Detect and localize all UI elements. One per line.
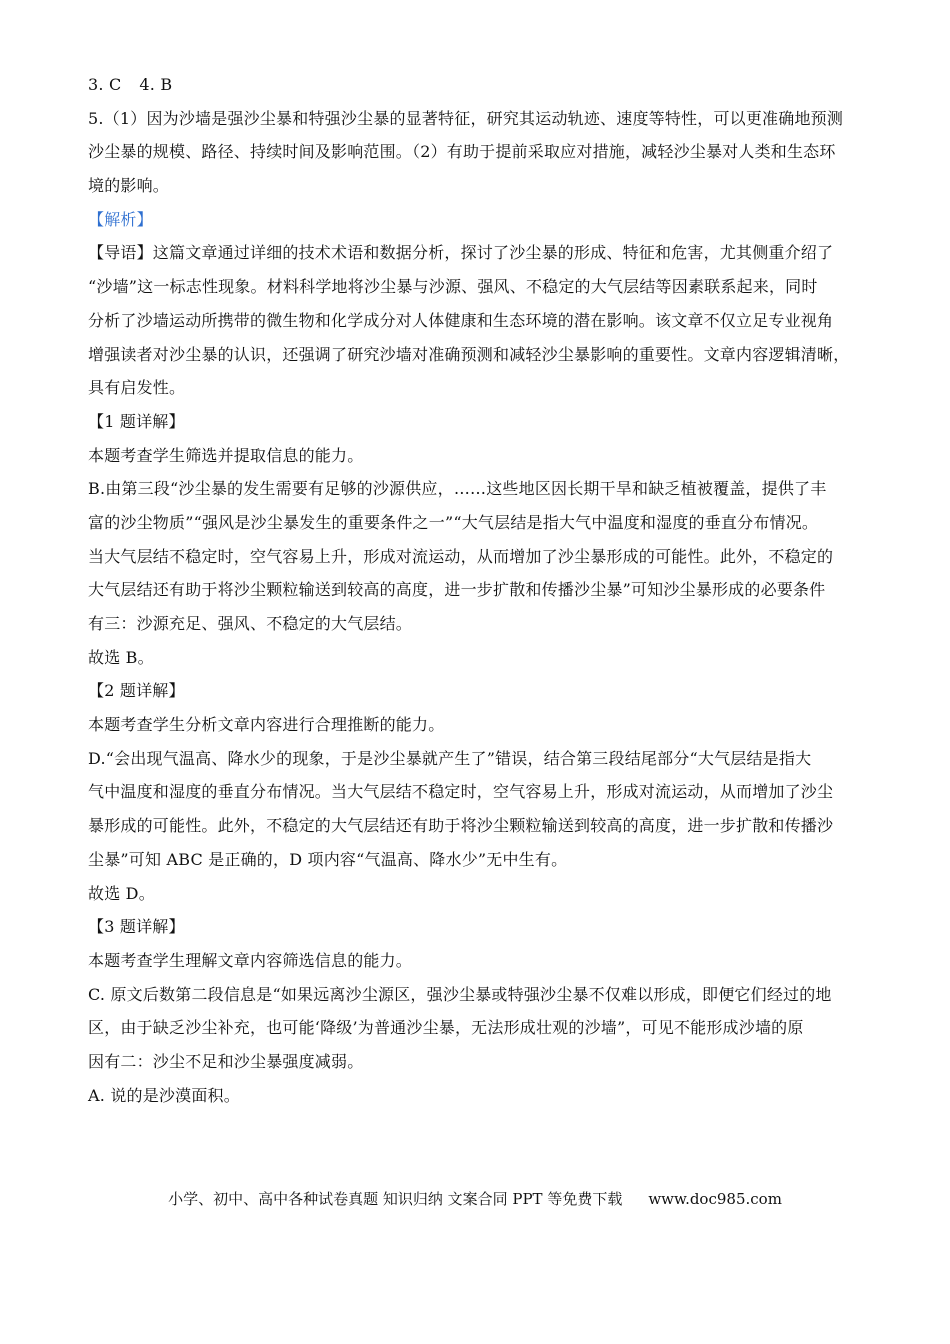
- q2-answer: 故选 D。: [88, 883, 155, 903]
- q2-line: 暴形成的可能性。此外，不稳定的大气层结还有助于将沙尘颗粒输送到较高的高度，进一步扩散和传播沙: [88, 816, 834, 836]
- intro-line: 具有启发性。: [88, 378, 186, 398]
- q3-line: C. 原文后数第二段信息是“如果远离沙尘源区，强沙尘暴或特强沙尘暴不仅难以形成，即便它们经过的地: [88, 984, 832, 1004]
- intro-line: 增强读者对沙尘暴的认识，还强调了研究沙墙对准确预测和减轻沙尘暴影响的重要性。文章内容逻辑清晰，: [88, 344, 850, 364]
- q5-answer-line: 沙尘暴的规模、路径、持续时间及影响范围。（2）有助于提前采取应对措施，减轻沙尘暴对人类和生态环: [88, 142, 836, 162]
- q3-line: 因有二：沙尘不足和沙尘暴强度减弱。: [88, 1051, 364, 1071]
- q1-answer: 故选 B。: [88, 647, 154, 667]
- q2-line: 本题考查学生分析文章内容进行合理推断的能力。: [88, 715, 445, 735]
- q1-line: 有三：沙源充足、强风、不稳定的大气层结。: [88, 614, 413, 633]
- q2-line: 尘暴”可知 ABC 是正确的，D 项内容“气温高、降水少”无中生有。: [88, 849, 568, 869]
- q1-line: 当大气层结不稳定时，空气容易上升，形成对流运动，从而增加了沙尘暴形成的可能性。此外，不稳定的: [88, 546, 834, 566]
- q3-heading: 【3 题详解】: [88, 917, 185, 937]
- answer-q4: 4. B: [139, 75, 173, 94]
- answer-q3: 3. C: [88, 75, 122, 94]
- footer-text: 小学、初中、高中各种试卷真题 知识归纳 文案合同 PPT 等免费下载: [168, 1190, 623, 1208]
- intro-line: “沙墙”这一标志性现象。材料科学地将沙尘暴与沙源、强风、不稳定的大气层结等因素联系起来，同时: [88, 277, 818, 297]
- q3-line: 本题考查学生理解文章内容筛选信息的能力。: [88, 950, 413, 970]
- q3-line: A. 说的是沙漠面积。: [88, 1085, 240, 1105]
- q1-line: 富的沙尘物质”“强风是沙尘暴发生的重要条件之一”“大气层结是指大气中温度和湿度的垂直分布情况。: [88, 512, 819, 532]
- page-content: [88, 74, 870, 1118]
- page-footer: [0, 1188, 950, 1210]
- intro-line: 【导语】这篇文章通过详细的技术术语和数据分析，探讨了沙尘暴的形成、特征和危害，尤其侧重介绍了: [88, 243, 834, 263]
- q5-answer-line: 5.（1）因为沙墙是强沙尘暴和特强沙尘暴的显著特征，研究其运动轨迹、速度等特性，可以更准确地预测: [88, 108, 844, 128]
- footer-url[interactable]: www.doc985.com: [648, 1190, 782, 1208]
- q1-line: 本题考查学生筛选并提取信息的能力。: [88, 445, 364, 465]
- intro-line: 分析了沙墙运动所携带的微生物和化学成分对人体健康和生态环境的潜在影响。该文章不仅立足专业视角: [88, 310, 834, 330]
- q1-heading: 【1 题详解】: [88, 411, 185, 431]
- analysis-heading: 【解析】: [88, 209, 153, 229]
- q5-answer-line: 境的影响。: [88, 176, 170, 196]
- q2-line: D.“会出现气温高、降水少的现象，于是沙尘暴就产生了”错误，结合第三段结尾部分“大气层结是指大: [88, 748, 812, 768]
- answer-line-3-4: [88, 74, 870, 96]
- q2-line: 气中温度和湿度的垂直分布情况。当大气层结不稳定时，空气容易上升，形成对流运动，从而增加了沙尘: [88, 782, 834, 802]
- q1-line: 大气层结还有助于将沙尘颗粒输送到较高的高度，进一步扩散和传播沙尘暴”可知沙尘暴形成的必要条件: [88, 580, 826, 600]
- q2-heading: 【2 题详解】: [88, 681, 185, 701]
- q3-line: 区，由于缺乏沙尘补充，也可能‘降级’为普通沙尘暴，无法形成壮观的沙墙”，可见不能形成沙墙的原: [88, 1018, 804, 1038]
- q1-line: B.由第三段“沙尘暴的发生需要有足够的沙源供应，……这些地区因长期干旱和缺乏植被覆盖，提供了丰: [88, 479, 827, 499]
